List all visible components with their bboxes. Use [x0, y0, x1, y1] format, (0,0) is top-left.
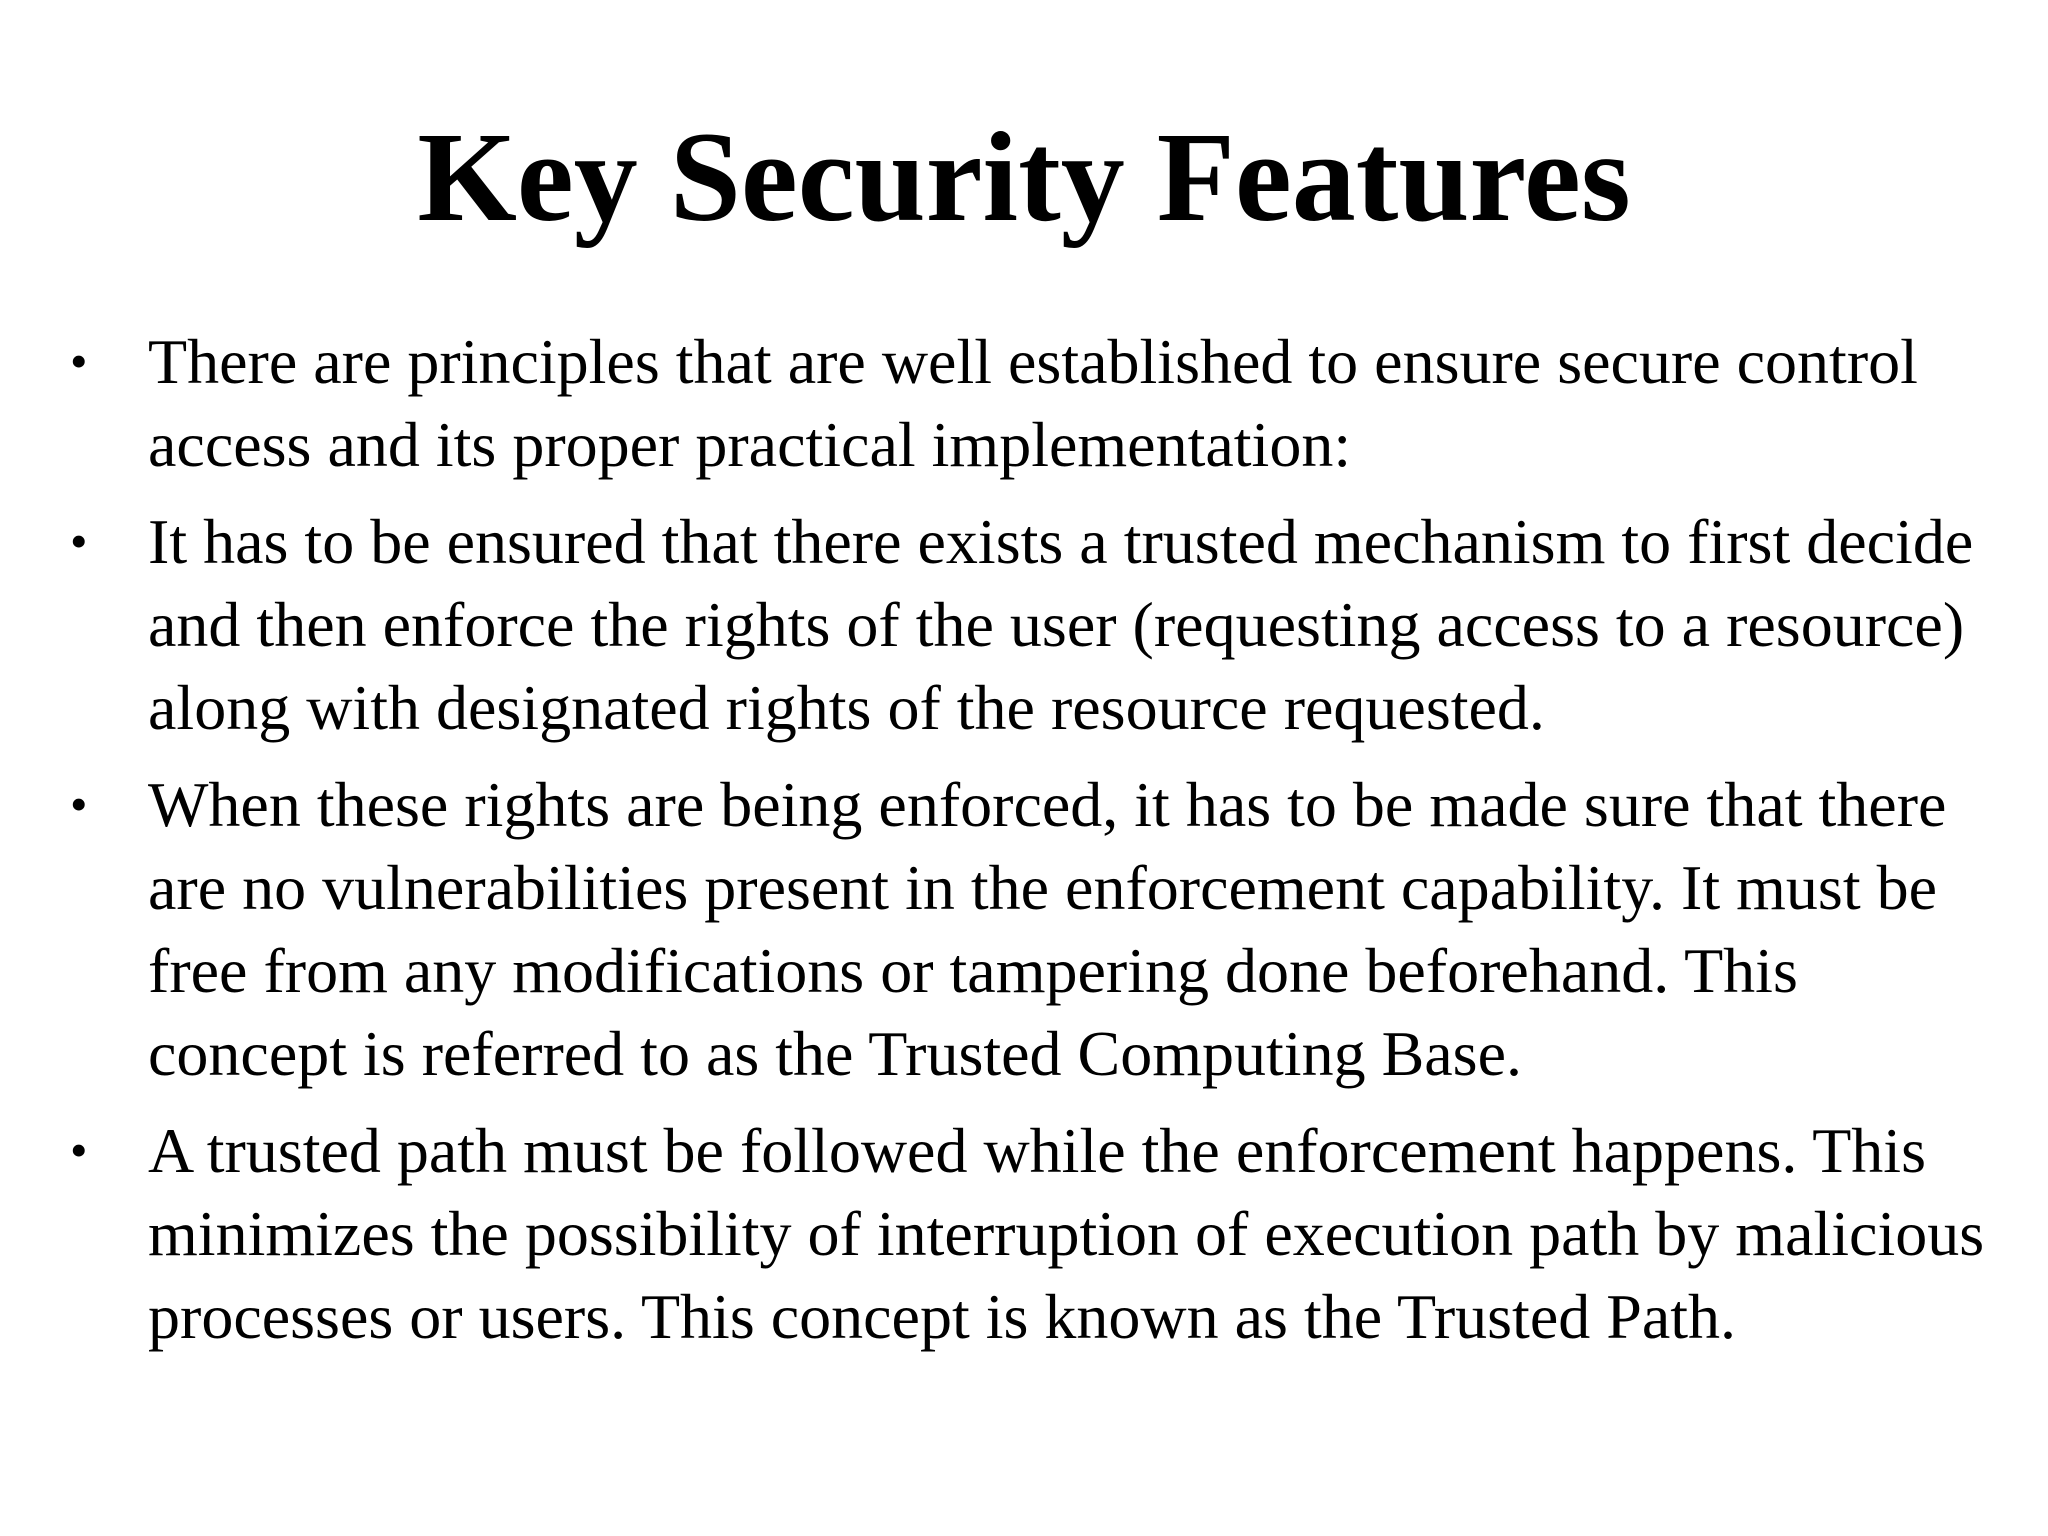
slide-title: Key Security Features [417, 106, 1631, 248]
bullet-list [70, 320, 2010, 1372]
bullet-item-principles [70, 320, 2010, 486]
bullet-text: When these rights are being enforced, it has to be made sure that there are no vulnerabilities present in the enforcement capability. It must be free from any modifications or tampering done beforehand. This concept is referred to as the Trusted Computing Base. [148, 769, 1947, 1089]
bullet-text: There are principles that are well established to ensure secure control access and its proper practical implementation: [148, 326, 1918, 480]
bullet-dot-icon: • [70, 776, 88, 832]
bullet-item-trusted-mechanism [70, 500, 2010, 749]
bullet-item-trusted-computing-base [70, 763, 2010, 1095]
bullet-dot-icon: • [70, 1122, 88, 1178]
bullet-text: A trusted path must be followed while the enforcement happens. This minimizes the possibility of interruption of execution path by malicious processes or users. This concept is known as the Trusted Path. [148, 1115, 1985, 1352]
bullet-dot-icon: • [70, 333, 88, 389]
bullet-dot-icon: • [70, 513, 88, 569]
bullet-item-trusted-path [70, 1109, 2010, 1358]
bullet-text: It has to be ensured that there exists a trusted mechanism to first decide and then enforce the rights of the user (requesting access to a resource) along with designated rights of the resource requested. [148, 506, 1974, 743]
